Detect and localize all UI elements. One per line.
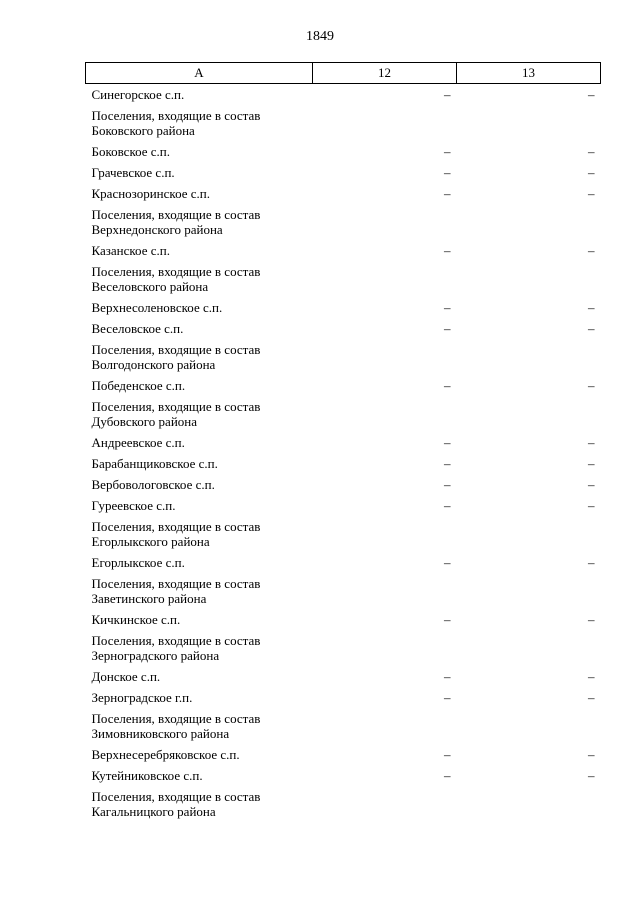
value-12 (313, 261, 457, 297)
settlement-name: Верхнесоленовское с.п. (91, 300, 223, 315)
district-heading: Поселения, входящие в состав Волгодонского района (91, 342, 261, 372)
table-row (86, 453, 601, 474)
table-row (86, 261, 601, 297)
value-12: – (444, 186, 451, 201)
value-13 (457, 261, 601, 297)
table-row (86, 375, 601, 396)
table-row (86, 630, 601, 666)
district-heading: Поселения, входящие в состав Зимовниковского района (91, 711, 261, 741)
table-row (86, 765, 601, 786)
value-13: – (588, 243, 595, 258)
value-13: – (588, 186, 595, 201)
settlement-name: Боковское с.п. (91, 144, 171, 159)
district-heading: Поселения, входящие в состав Боковского района (91, 108, 261, 138)
value-13: – (588, 498, 595, 513)
value-12: – (444, 378, 451, 393)
value-12 (313, 573, 457, 609)
value-13: – (588, 690, 595, 705)
settlement-name: Казанское с.п. (91, 243, 170, 258)
table-row (86, 141, 601, 162)
value-12: – (444, 321, 451, 336)
settlement-name: Донское с.п. (91, 669, 161, 684)
table-row (86, 786, 601, 822)
settlement-name: Краснозоринское с.п. (91, 186, 210, 201)
value-12 (313, 105, 457, 141)
settlement-name: Веселовское с.п. (91, 321, 184, 336)
value-13: – (588, 612, 595, 627)
table-row (86, 666, 601, 687)
data-table (85, 62, 601, 822)
table-row (86, 84, 601, 106)
table-row (86, 183, 601, 204)
value-12 (313, 339, 457, 375)
value-13: – (588, 165, 595, 180)
table-row (86, 495, 601, 516)
district-heading: Поселения, входящие в состав Егорлыкского района (91, 519, 261, 549)
value-12: – (444, 612, 451, 627)
table-row (86, 105, 601, 141)
value-12 (313, 204, 457, 240)
value-13 (457, 630, 601, 666)
value-13: – (588, 435, 595, 450)
table-row (86, 708, 601, 744)
value-13: – (588, 321, 595, 336)
value-13: – (588, 747, 595, 762)
value-12 (313, 786, 457, 822)
value-13: – (588, 144, 595, 159)
table-row (86, 240, 601, 261)
value-12: – (444, 300, 451, 315)
value-13 (457, 339, 601, 375)
settlement-name: Гуреевское с.п. (91, 498, 176, 513)
table-row (86, 474, 601, 495)
value-13 (457, 204, 601, 240)
page-number: 1849 (306, 29, 334, 44)
settlement-name: Кутейниковское с.п. (91, 768, 203, 783)
table-row (86, 396, 601, 432)
value-12: – (444, 669, 451, 684)
district-heading: Поселения, входящие в состав Зерноградского района (91, 633, 261, 663)
value-12: – (444, 435, 451, 450)
table-row (86, 687, 601, 708)
settlement-name: Барабанщиковское с.п. (91, 456, 218, 471)
settlement-name: Кичкинское с.п. (91, 612, 181, 627)
value-12: – (444, 165, 451, 180)
value-13: – (588, 87, 595, 102)
value-12 (313, 516, 457, 552)
value-12: – (444, 477, 451, 492)
table-row (86, 573, 601, 609)
value-13 (457, 105, 601, 141)
table-row (86, 552, 601, 573)
table-row (86, 432, 601, 453)
settlement-name: Вербовологовское с.п. (91, 477, 215, 492)
district-heading: Поселения, входящие в состав Кагальницкого района (91, 789, 261, 819)
district-heading: Поселения, входящие в состав Заветинского района (91, 576, 261, 606)
district-heading: Поселения, входящие в состав Верхнедонского района (91, 207, 261, 237)
value-12: – (444, 747, 451, 762)
value-12: – (444, 498, 451, 513)
settlement-name: Зерноградское г.п. (91, 690, 193, 705)
table-row (86, 204, 601, 240)
value-12: – (444, 555, 451, 570)
table-row (86, 516, 601, 552)
settlement-name: Андреевское с.п. (91, 435, 185, 450)
value-12 (313, 396, 457, 432)
value-12: – (444, 456, 451, 471)
district-heading: Поселения, входящие в состав Веселовского района (91, 264, 261, 294)
value-13: – (588, 378, 595, 393)
district-heading: Поселения, входящие в состав Дубовского района (91, 399, 261, 429)
table-row (86, 297, 601, 318)
value-12 (313, 630, 457, 666)
value-12: – (444, 87, 451, 102)
table-header-row (86, 63, 601, 84)
value-12 (313, 708, 457, 744)
value-13: – (588, 300, 595, 315)
table-row (86, 609, 601, 630)
table-row (86, 318, 601, 339)
value-13 (457, 708, 601, 744)
column-header-a: А (86, 63, 313, 84)
value-13 (457, 516, 601, 552)
value-13 (457, 573, 601, 609)
settlement-name: Верхнесеребряковское с.п. (91, 747, 240, 762)
value-12: – (444, 690, 451, 705)
table-row (86, 339, 601, 375)
value-13: – (588, 768, 595, 783)
value-13: – (588, 456, 595, 471)
value-13 (457, 396, 601, 432)
value-13: – (588, 477, 595, 492)
value-12: – (444, 243, 451, 258)
table-row (86, 744, 601, 765)
value-12: – (444, 144, 451, 159)
value-13 (457, 786, 601, 822)
settlement-name: Егорлыкское с.п. (91, 555, 185, 570)
column-header-13: 13 (457, 63, 601, 84)
settlement-name: Грачевское с.п. (91, 165, 175, 180)
value-13: – (588, 669, 595, 684)
settlement-name: Синегорское с.п. (91, 87, 185, 102)
column-header-12: 12 (313, 63, 457, 84)
settlement-name: Победенское с.п. (91, 378, 186, 393)
value-12: – (444, 768, 451, 783)
table-row (86, 162, 601, 183)
value-13: – (588, 555, 595, 570)
